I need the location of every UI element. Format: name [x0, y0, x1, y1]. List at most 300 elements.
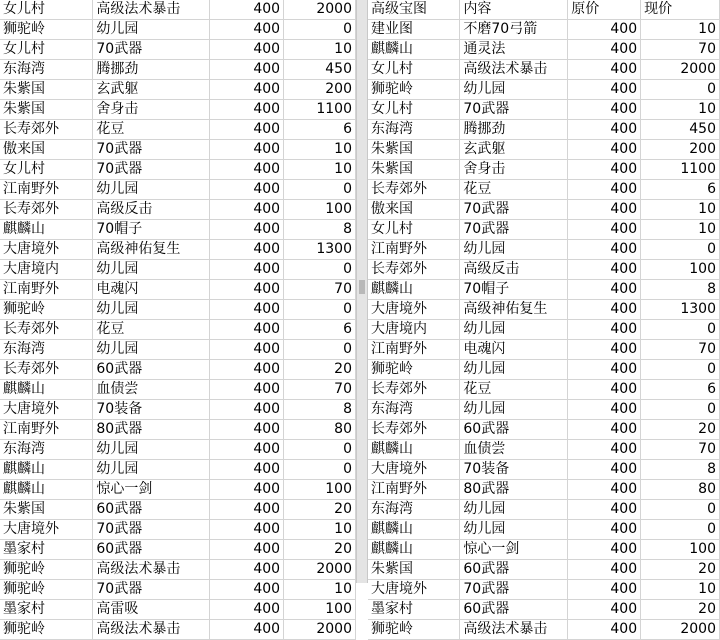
current-price-cell[interactable]: 10	[641, 100, 720, 120]
location-cell[interactable]: 大唐境外	[368, 300, 460, 320]
location-cell[interactable]: 狮驼岭	[0, 580, 93, 600]
current-price-cell[interactable]: 100	[641, 260, 720, 280]
original-price-cell[interactable]: 400	[210, 220, 284, 240]
content-cell[interactable]: 电魂闪	[460, 340, 568, 360]
original-price-cell[interactable]: 400	[568, 300, 641, 320]
content-cell[interactable]: 高级反击	[460, 260, 568, 280]
table-row	[368, 20, 720, 40]
location-cell[interactable]: 长寿郊外	[0, 360, 93, 380]
current-price-cell[interactable]: 0	[284, 180, 356, 200]
location-cell[interactable]: 江南野外	[0, 280, 93, 300]
original-price-cell[interactable]: 400	[568, 260, 641, 280]
current-price-cell[interactable]: 6	[641, 380, 720, 400]
content-cell[interactable]: 80武器	[93, 420, 210, 440]
location-cell[interactable]: 东海湾	[0, 60, 93, 80]
table-row	[0, 480, 356, 500]
content-cell[interactable]: 腾挪劲	[93, 60, 210, 80]
content-cell[interactable]: 高级法术暴击	[93, 560, 210, 580]
content-cell[interactable]: 高级法术暴击	[93, 620, 210, 640]
table-row	[0, 300, 356, 320]
original-price-cell[interactable]: 400	[210, 320, 284, 340]
location-cell[interactable]: 朱紫国	[0, 80, 93, 100]
original-price-cell[interactable]: 400	[568, 540, 641, 560]
current-price-cell[interactable]: 100	[641, 540, 720, 560]
original-price-cell[interactable]: 400	[210, 260, 284, 280]
location-cell[interactable]: 东海湾	[0, 340, 93, 360]
original-price-cell[interactable]: 400	[568, 480, 641, 500]
current-price-cell[interactable]: 0	[641, 240, 720, 260]
location-cell[interactable]: 长寿郊外	[368, 380, 460, 400]
current-price-cell[interactable]: 0	[641, 500, 720, 520]
current-price-cell[interactable]: 2000	[284, 0, 356, 20]
original-price-cell[interactable]: 400	[210, 520, 284, 540]
current-price-cell[interactable]: 1100	[641, 160, 720, 180]
content-cell[interactable]: 花豆	[460, 380, 568, 400]
current-price-cell[interactable]: 1100	[284, 100, 356, 120]
current-price-cell[interactable]: 0	[284, 300, 356, 320]
original-price-cell[interactable]: 400	[210, 160, 284, 180]
location-cell[interactable]: 建业图	[368, 20, 460, 40]
table-row	[0, 400, 356, 420]
original-price-cell[interactable]: 400	[210, 240, 284, 260]
content-cell[interactable]: 高级反击	[93, 200, 210, 220]
content-cell[interactable]: 花豆	[460, 180, 568, 200]
spreadsheet-pane-left[interactable]	[0, 0, 356, 637]
location-cell[interactable]: 朱紫国	[368, 160, 460, 180]
original-price-cell[interactable]: 400	[210, 20, 284, 40]
location-cell[interactable]: 麒麟山	[368, 540, 460, 560]
content-cell[interactable]: 70帽子	[93, 220, 210, 240]
content-cell[interactable]: 70装备	[460, 460, 568, 480]
content-cell[interactable]: 幼儿园	[93, 180, 210, 200]
content-cell[interactable]: 幼儿园	[460, 520, 568, 540]
current-price-cell[interactable]: 8	[284, 400, 356, 420]
content-cell[interactable]: 幼儿园	[460, 240, 568, 260]
current-price-cell[interactable]: 0	[641, 320, 720, 340]
location-cell[interactable]: 长寿郊外	[368, 260, 460, 280]
current-price-cell[interactable]: 0	[284, 340, 356, 360]
location-cell[interactable]: 大唐境内	[368, 320, 460, 340]
original-price-cell[interactable]: 400	[210, 460, 284, 480]
table-row	[0, 440, 356, 460]
location-cell[interactable]: 长寿郊外	[368, 180, 460, 200]
current-price-cell[interactable]: 200	[641, 140, 720, 160]
original-price-cell[interactable]: 400	[568, 500, 641, 520]
original-price-cell[interactable]: 400	[210, 620, 284, 640]
current-price-cell[interactable]: 6	[284, 320, 356, 340]
original-price-cell[interactable]: 400	[210, 0, 284, 20]
original-price-cell[interactable]: 400	[568, 320, 641, 340]
content-cell[interactable]: 花豆	[93, 120, 210, 140]
original-price-cell[interactable]: 400	[568, 580, 641, 600]
location-cell[interactable]: 长寿郊外	[0, 320, 93, 340]
location-cell[interactable]: 麒麟山	[368, 280, 460, 300]
content-cell[interactable]: 幼儿园	[460, 360, 568, 380]
current-price-cell[interactable]: 6	[284, 120, 356, 140]
table-row	[0, 540, 356, 560]
table-row	[368, 240, 720, 260]
original-price-cell[interactable]: 400	[568, 420, 641, 440]
content-cell[interactable]: 通灵法	[460, 40, 568, 60]
content-cell[interactable]: 舍身击	[460, 160, 568, 180]
original-price-cell[interactable]: 400	[210, 420, 284, 440]
location-cell[interactable]: 狮驼岭	[368, 360, 460, 380]
original-price-cell[interactable]: 400	[210, 40, 284, 60]
original-price-cell[interactable]: 400	[210, 340, 284, 360]
content-cell[interactable]: 血债尝	[93, 380, 210, 400]
location-cell[interactable]: 大唐境外	[0, 400, 93, 420]
content-cell[interactable]: 玄武躯	[93, 80, 210, 100]
location-cell[interactable]: 朱紫国	[0, 100, 93, 120]
current-price-cell[interactable]: 10	[284, 520, 356, 540]
location-cell[interactable]: 墨家村	[0, 600, 93, 620]
content-cell[interactable]: 80武器	[460, 480, 568, 500]
current-price-cell[interactable]: 0	[641, 400, 720, 420]
table-row	[0, 140, 356, 160]
current-price-cell[interactable]: 10	[641, 580, 720, 600]
original-price-cell[interactable]: 400	[568, 180, 641, 200]
current-price-cell[interactable]: 0	[641, 80, 720, 100]
content-cell[interactable]: 电魂闪	[93, 280, 210, 300]
location-cell[interactable]: 狮驼岭	[368, 620, 460, 640]
table-row	[0, 80, 356, 100]
current-price-cell[interactable]: 10	[641, 220, 720, 240]
content-cell[interactable]: 幼儿园	[93, 260, 210, 280]
content-cell[interactable]: 惊心一剑	[460, 540, 568, 560]
location-cell[interactable]: 东海湾	[368, 120, 460, 140]
original-price-cell[interactable]: 400	[568, 20, 641, 40]
original-price-cell[interactable]: 400	[568, 380, 641, 400]
table-row	[368, 80, 720, 100]
content-cell[interactable]: 幼儿园	[460, 400, 568, 420]
location-cell[interactable]: 女儿村	[0, 160, 93, 180]
current-price-cell[interactable]: 70	[641, 440, 720, 460]
original-price-cell[interactable]: 400	[568, 560, 641, 580]
current-price-cell[interactable]: 10	[284, 580, 356, 600]
current-price-cell[interactable]: 70	[641, 40, 720, 60]
table-row	[368, 460, 720, 480]
current-price-cell[interactable]: 70	[641, 340, 720, 360]
current-price-cell[interactable]: 2000	[641, 60, 720, 80]
location-cell[interactable]: 墨家村	[368, 600, 460, 620]
table-row	[368, 220, 720, 240]
location-cell[interactable]: 傲来国	[368, 200, 460, 220]
current-price-cell[interactable]: 100	[284, 600, 356, 620]
location-cell[interactable]: 大唐境外	[0, 520, 93, 540]
current-price-cell[interactable]: 0	[284, 440, 356, 460]
current-price-cell[interactable]: 70	[284, 380, 356, 400]
location-cell[interactable]: 长寿郊外	[0, 120, 93, 140]
location-cell[interactable]: 傲来国	[0, 140, 93, 160]
original-price-cell[interactable]: 400	[568, 360, 641, 380]
location-cell[interactable]: 麒麟山	[0, 460, 93, 480]
original-price-cell[interactable]: 400	[568, 40, 641, 60]
location-cell[interactable]: 江南野外	[368, 480, 460, 500]
header-cell-current-price[interactable]: 现价	[641, 0, 720, 20]
original-price-cell[interactable]: 400	[568, 240, 641, 260]
location-cell[interactable]: 江南野外	[368, 340, 460, 360]
table-row	[368, 380, 720, 400]
content-cell[interactable]: 花豆	[93, 320, 210, 340]
current-price-cell[interactable]: 10	[641, 20, 720, 40]
content-cell[interactable]: 60武器	[460, 420, 568, 440]
location-cell[interactable]: 女儿村	[368, 220, 460, 240]
current-price-cell[interactable]: 8	[284, 220, 356, 240]
location-cell[interactable]: 女儿村	[0, 0, 93, 20]
original-price-cell[interactable]: 400	[210, 440, 284, 460]
content-cell[interactable]: 幼儿园	[93, 340, 210, 360]
table-row	[368, 60, 720, 80]
location-cell[interactable]: 东海湾	[368, 400, 460, 420]
content-cell[interactable]: 高雷吸	[93, 600, 210, 620]
original-price-cell[interactable]: 400	[568, 120, 641, 140]
table-row	[0, 340, 356, 360]
location-cell[interactable]: 墨家村	[0, 540, 93, 560]
current-price-cell[interactable]: 8	[641, 460, 720, 480]
table-row	[368, 420, 720, 440]
header-cell-content[interactable]: 内容	[460, 0, 568, 20]
table-row	[0, 520, 356, 540]
content-cell[interactable]: 高级法术暴击	[460, 60, 568, 80]
current-price-cell[interactable]: 20	[641, 560, 720, 580]
current-price-cell[interactable]: 450	[284, 60, 356, 80]
current-price-cell[interactable]: 2000	[641, 620, 720, 640]
current-price-cell[interactable]: 0	[641, 360, 720, 380]
location-cell[interactable]: 狮驼岭	[368, 80, 460, 100]
content-cell[interactable]: 60武器	[93, 360, 210, 380]
table-row	[0, 260, 356, 280]
content-cell[interactable]: 幼儿园	[460, 320, 568, 340]
table-row	[0, 600, 356, 620]
original-price-cell[interactable]: 400	[210, 600, 284, 620]
current-price-cell[interactable]: 6	[641, 180, 720, 200]
original-price-cell[interactable]: 400	[568, 60, 641, 80]
current-price-cell[interactable]: 8	[641, 280, 720, 300]
original-price-cell[interactable]: 400	[210, 400, 284, 420]
content-cell[interactable]: 70武器	[460, 220, 568, 240]
location-cell[interactable]: 大唐境内	[0, 260, 93, 280]
splitter-grip-handle[interactable]	[359, 280, 365, 294]
pane-splitter[interactable]	[356, 0, 368, 583]
original-price-cell[interactable]: 400	[568, 460, 641, 480]
content-cell[interactable]: 幼儿园	[93, 20, 210, 40]
location-cell[interactable]: 狮驼岭	[0, 300, 93, 320]
location-cell[interactable]: 狮驼岭	[0, 20, 93, 40]
content-cell[interactable]: 60武器	[460, 600, 568, 620]
original-price-cell[interactable]: 400	[210, 60, 284, 80]
current-price-cell[interactable]: 20	[284, 360, 356, 380]
location-cell[interactable]: 江南野外	[0, 420, 93, 440]
content-cell[interactable]: 高级神佑复生	[460, 300, 568, 320]
table-row	[368, 580, 720, 600]
location-cell[interactable]: 长寿郊外	[368, 420, 460, 440]
original-price-cell[interactable]: 400	[568, 600, 641, 620]
original-price-cell[interactable]: 400	[210, 100, 284, 120]
content-cell[interactable]: 60武器	[93, 500, 210, 520]
header-cell-map[interactable]: 高级宝图	[368, 0, 460, 20]
original-price-cell[interactable]: 400	[568, 160, 641, 180]
content-cell[interactable]: 幼儿园	[93, 300, 210, 320]
current-price-cell[interactable]: 20	[284, 540, 356, 560]
current-price-cell[interactable]: 10	[284, 140, 356, 160]
content-cell[interactable]: 不磨70弓箭	[460, 20, 568, 40]
location-cell[interactable]: 狮驼岭	[0, 560, 93, 580]
original-price-cell[interactable]: 400	[210, 140, 284, 160]
location-cell[interactable]: 狮驼岭	[0, 620, 93, 640]
table-row	[368, 360, 720, 380]
content-cell[interactable]: 70武器	[93, 40, 210, 60]
current-price-cell[interactable]: 200	[284, 80, 356, 100]
location-cell[interactable]: 女儿村	[368, 60, 460, 80]
current-price-cell[interactable]: 10	[641, 200, 720, 220]
current-price-cell[interactable]: 0	[641, 520, 720, 540]
original-price-cell[interactable]: 400	[568, 620, 641, 640]
content-cell[interactable]: 玄武躯	[460, 140, 568, 160]
table-row	[368, 320, 720, 340]
content-cell[interactable]: 60武器	[460, 560, 568, 580]
table-row	[0, 380, 356, 400]
original-price-cell[interactable]: 400	[210, 500, 284, 520]
content-cell[interactable]: 70武器	[460, 200, 568, 220]
original-price-cell[interactable]: 400	[210, 540, 284, 560]
table-row	[368, 300, 720, 320]
spreadsheet-pane-right[interactable]	[368, 0, 720, 637]
original-price-cell[interactable]: 400	[210, 480, 284, 500]
original-price-cell[interactable]: 400	[210, 280, 284, 300]
content-cell[interactable]: 70帽子	[460, 280, 568, 300]
original-price-cell[interactable]: 400	[568, 520, 641, 540]
original-price-cell[interactable]: 400	[210, 380, 284, 400]
original-price-cell[interactable]: 400	[210, 180, 284, 200]
original-price-cell[interactable]: 400	[210, 560, 284, 580]
original-price-cell[interactable]: 400	[568, 80, 641, 100]
content-cell[interactable]: 70武器	[460, 580, 568, 600]
location-cell[interactable]: 女儿村	[0, 40, 93, 60]
original-price-cell[interactable]: 400	[568, 340, 641, 360]
original-price-cell[interactable]: 400	[210, 300, 284, 320]
content-cell[interactable]: 70武器	[93, 520, 210, 540]
original-price-cell[interactable]: 400	[568, 220, 641, 240]
original-price-cell[interactable]: 400	[568, 200, 641, 220]
content-cell[interactable]: 幼儿园	[460, 80, 568, 100]
current-price-cell[interactable]: 10	[284, 40, 356, 60]
table-row	[0, 240, 356, 260]
location-cell[interactable]: 女儿村	[368, 100, 460, 120]
location-cell[interactable]: 麒麟山	[0, 220, 93, 240]
original-price-cell[interactable]: 400	[210, 360, 284, 380]
table-row	[368, 100, 720, 120]
location-cell[interactable]: 东海湾	[368, 500, 460, 520]
current-price-cell[interactable]: 1300	[284, 240, 356, 260]
table-row	[368, 600, 720, 620]
location-cell[interactable]: 大唐境外	[0, 240, 93, 260]
current-price-cell[interactable]: 20	[641, 600, 720, 620]
content-cell[interactable]: 惊心一剑	[93, 480, 210, 500]
original-price-cell[interactable]: 400	[568, 440, 641, 460]
content-cell[interactable]: 60武器	[93, 540, 210, 560]
location-cell[interactable]: 朱紫国	[0, 500, 93, 520]
current-price-cell[interactable]: 450	[641, 120, 720, 140]
table-row	[368, 340, 720, 360]
current-price-cell[interactable]: 0	[284, 260, 356, 280]
original-price-cell[interactable]: 400	[210, 120, 284, 140]
current-price-cell[interactable]: 70	[284, 280, 356, 300]
content-cell[interactable]: 70武器	[460, 100, 568, 120]
content-cell[interactable]: 舍身击	[93, 100, 210, 120]
table-row	[368, 180, 720, 200]
content-cell[interactable]: 幼儿园	[93, 460, 210, 480]
table-row	[0, 320, 356, 340]
original-price-cell[interactable]: 400	[568, 280, 641, 300]
table-row	[0, 360, 356, 380]
location-cell[interactable]: 麒麟山	[368, 440, 460, 460]
current-price-cell[interactable]: 100	[284, 200, 356, 220]
location-cell[interactable]: 朱紫国	[368, 140, 460, 160]
current-price-cell[interactable]: 20	[641, 420, 720, 440]
current-price-cell[interactable]: 80	[284, 420, 356, 440]
table-row	[368, 140, 720, 160]
content-cell[interactable]: 高级神佑复生	[93, 240, 210, 260]
table-row	[0, 500, 356, 520]
location-cell[interactable]: 麒麟山	[0, 380, 93, 400]
current-price-cell[interactable]: 2000	[284, 560, 356, 580]
current-price-cell[interactable]: 0	[284, 460, 356, 480]
content-cell[interactable]: 70装备	[93, 400, 210, 420]
content-cell[interactable]: 高级法术暴击	[460, 620, 568, 640]
current-price-cell[interactable]: 20	[284, 500, 356, 520]
current-price-cell[interactable]: 0	[284, 20, 356, 40]
content-cell[interactable]: 高级法术暴击	[93, 0, 210, 20]
current-price-cell[interactable]: 80	[641, 480, 720, 500]
header-cell-original-price[interactable]: 原价	[568, 0, 641, 20]
content-cell[interactable]: 幼儿园	[460, 500, 568, 520]
location-cell[interactable]: 江南野外	[0, 180, 93, 200]
location-cell[interactable]: 长寿郊外	[0, 200, 93, 220]
content-cell[interactable]: 幼儿园	[93, 440, 210, 460]
location-cell[interactable]: 大唐境外	[368, 580, 460, 600]
current-price-cell[interactable]: 10	[284, 160, 356, 180]
original-price-cell[interactable]: 400	[210, 580, 284, 600]
table-row	[0, 220, 356, 240]
location-cell[interactable]: 东海湾	[0, 440, 93, 460]
location-cell[interactable]: 麒麟山	[368, 40, 460, 60]
table-row	[0, 280, 356, 300]
current-price-cell[interactable]: 100	[284, 480, 356, 500]
location-cell[interactable]: 大唐境外	[368, 460, 460, 480]
table-row	[368, 280, 720, 300]
original-price-cell[interactable]: 400	[568, 400, 641, 420]
content-cell[interactable]: 腾挪劲	[460, 120, 568, 140]
location-cell[interactable]: 江南野外	[368, 240, 460, 260]
original-price-cell[interactable]: 400	[210, 200, 284, 220]
original-price-cell[interactable]: 400	[568, 100, 641, 120]
current-price-cell[interactable]: 1300	[641, 300, 720, 320]
table-row	[0, 100, 356, 120]
content-cell[interactable]: 70武器	[93, 160, 210, 180]
content-cell[interactable]: 70武器	[93, 140, 210, 160]
location-cell[interactable]: 麒麟山	[368, 520, 460, 540]
original-price-cell[interactable]: 400	[568, 140, 641, 160]
location-cell[interactable]: 麒麟山	[0, 480, 93, 500]
table-row	[368, 160, 720, 180]
table-row	[0, 460, 356, 480]
table-row	[0, 40, 356, 60]
location-cell[interactable]: 朱紫国	[368, 560, 460, 580]
content-cell[interactable]: 70武器	[93, 580, 210, 600]
original-price-cell[interactable]: 400	[210, 80, 284, 100]
current-price-cell[interactable]: 2000	[284, 620, 356, 640]
content-cell[interactable]: 血债尝	[460, 440, 568, 460]
